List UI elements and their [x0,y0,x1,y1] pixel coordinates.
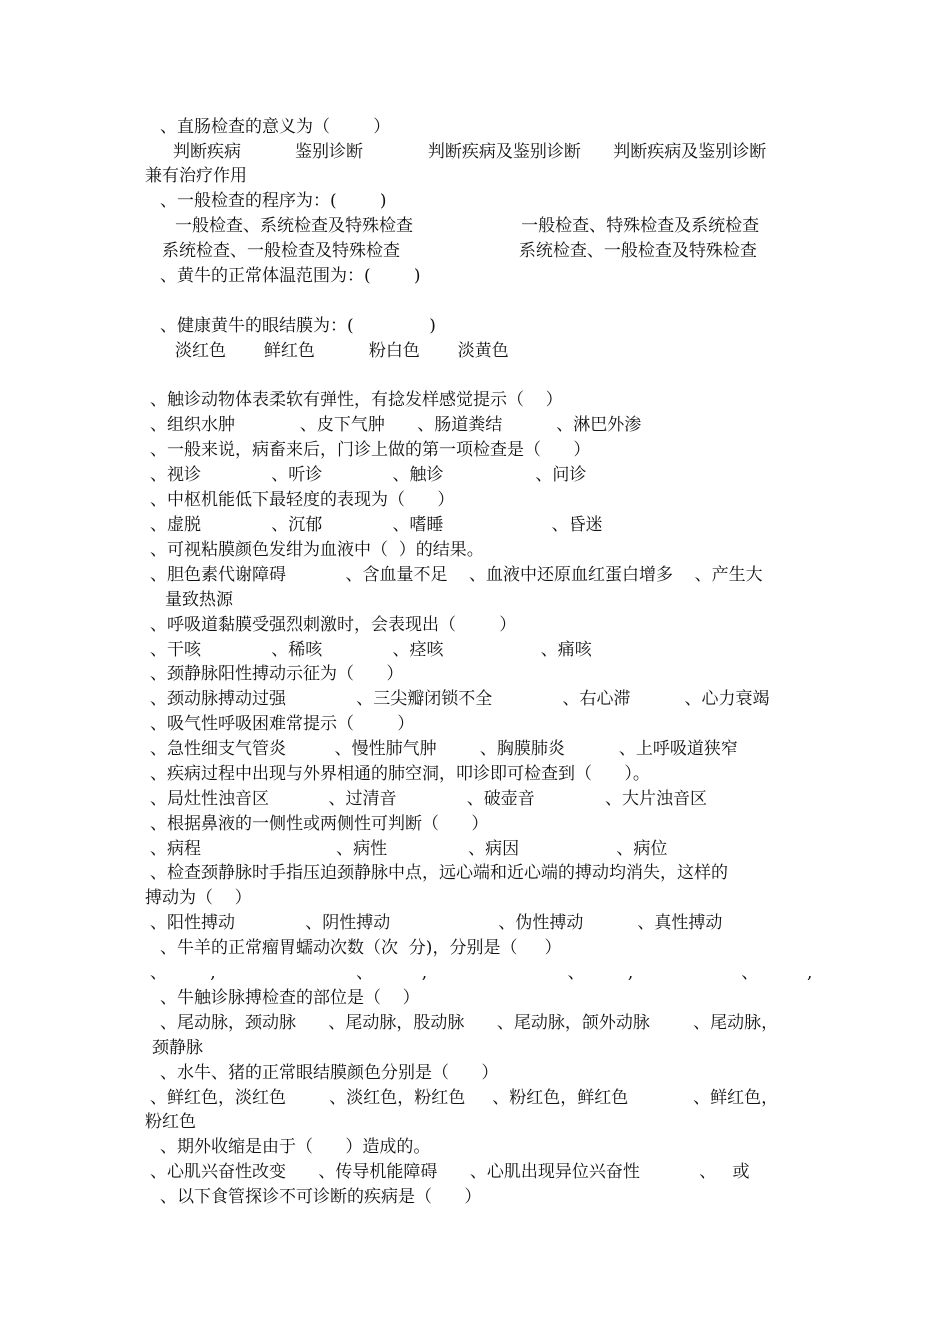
q14-text-cont: 搏动为（ ） [145,888,252,908]
q4-text: 、健康黄牛的眼结膜为：( ) [160,316,436,336]
q11-text: 、吸气性呼吸困难常提示（ ） [150,714,415,734]
q19-text: 、以下食管探诊不可诊断的疾病是（ ） [160,1187,482,1207]
q2-options-row2: 系统检查、一般检查及特殊检查 系统检查、一般检查及特殊检查 [162,241,757,261]
q16-options-cont: 颈静脉 [152,1038,203,1058]
q14-text: 、检查颈静脉时手指压迫颈静脉中点，远心端和近心端的搏动均消失，这样的 [150,863,728,883]
q14-options: 、阳性搏动 、阴性搏动 、伪性搏动 、真性搏动 [150,913,723,933]
q17-text: 、水牛、猪的正常眼结膜颜色分别是（ ） [160,1063,499,1083]
q1-options: 判断疾病 鉴别诊断 判断疾病及鉴别诊断 判断疾病及鉴别诊断 [173,142,767,162]
q12-options: 、局灶性浊音区 、过清音 、破壶音 、大片浊音区 [150,789,707,809]
q8-options: 、胆色素代谢障碍 、含血量不足 、血液中还原血红蛋白增多 、产生大 [150,565,763,585]
q12-text: 、疾病过程中出现与外界相通的肺空洞，叩诊即可检查到（ ）。 [150,764,650,784]
q8-options-cont: 量致热源 [165,590,233,610]
q7-options: 、虚脱 、沉郁 、嗜睡 、昏迷 [150,515,603,535]
q7-text: 、中枢机能低下最轻度的表现为（ ） [150,490,455,510]
q15-text: 、牛羊的正常瘤胃蠕动次数（次 分)，分别是（ ） [160,938,562,958]
q8-text: 、可视粘膜颜色发绀为血液中（ ）的结果。 [150,540,484,560]
q4-options: 淡红色 鲜红色 粉白色 淡黄色 [175,341,509,361]
q10-options: 、颈动脉搏动过强 、三尖瓣闭锁不全 、右心滞 、心力衰竭 [150,689,770,709]
q5-text: 、触诊动物体表柔软有弹性，有捻发样感觉提示（ ） [150,390,563,410]
q17-options-cont: 粉红色 [145,1112,196,1132]
q9-text: 、呼吸道黏膜受强烈刺激时，会表现出（ ） [150,615,517,635]
q2-options-row1: 一般检查、系统检查及特殊检查 一般检查、特殊检查及系统检查 [175,216,760,236]
q16-text: 、牛触诊脉搏检查的部位是（ ） [160,988,420,1008]
q11-options: 、急性细支气管炎 、慢性肺气肿 、胸膜肺炎 、上呼吸道狭窄 [150,739,738,759]
q17-options: 、鲜红色，淡红色 、淡红色，粉红色 、粉红色，鲜红色 、鲜红色， [150,1088,779,1108]
q18-text: 、期外收缩是由于（ ）造成的。 [160,1137,431,1157]
q9-options: 、干咳 、稀咳 、痉咳 、痛咳 [150,640,592,660]
q15-options: 、 , 、 , 、 , 、 , [150,963,813,983]
q13-options: 、病程 、病性 、病因 、病位 [150,839,668,859]
q13-text: 、根据鼻液的一侧性或两侧性可判断（ ） [150,814,489,834]
q18-options: 、心肌兴奋性改变 、传导机能障碍 、心肌出现异位兴奋性 、 或 [150,1162,750,1182]
q5-options: 、组织水肿 、皮下气肿 、肠道粪结 、淋巴外渗 [150,415,642,435]
q3-text: 、黄牛的正常体温范围为：( ) [160,266,421,286]
q1-options-cont: 兼有治疗作用 [145,166,247,186]
q6-options: 、视诊 、听诊 、触诊 、问诊 [150,465,587,485]
q16-options: 、尾动脉，颈动脉 、尾动脉，股动脉 、尾动脉，颌外动脉 、尾动脉， [160,1013,779,1033]
q2-text: 、一般检查的程序为：( ) [160,191,387,211]
q10-text: 、颈静脉阳性搏动示征为（ ） [150,664,404,684]
q1-text: 、直肠检查的意义为（ ） [160,117,391,137]
q6-text: 、一般来说，病畜来后，门诊上做的第一项检查是（ ） [150,440,591,460]
